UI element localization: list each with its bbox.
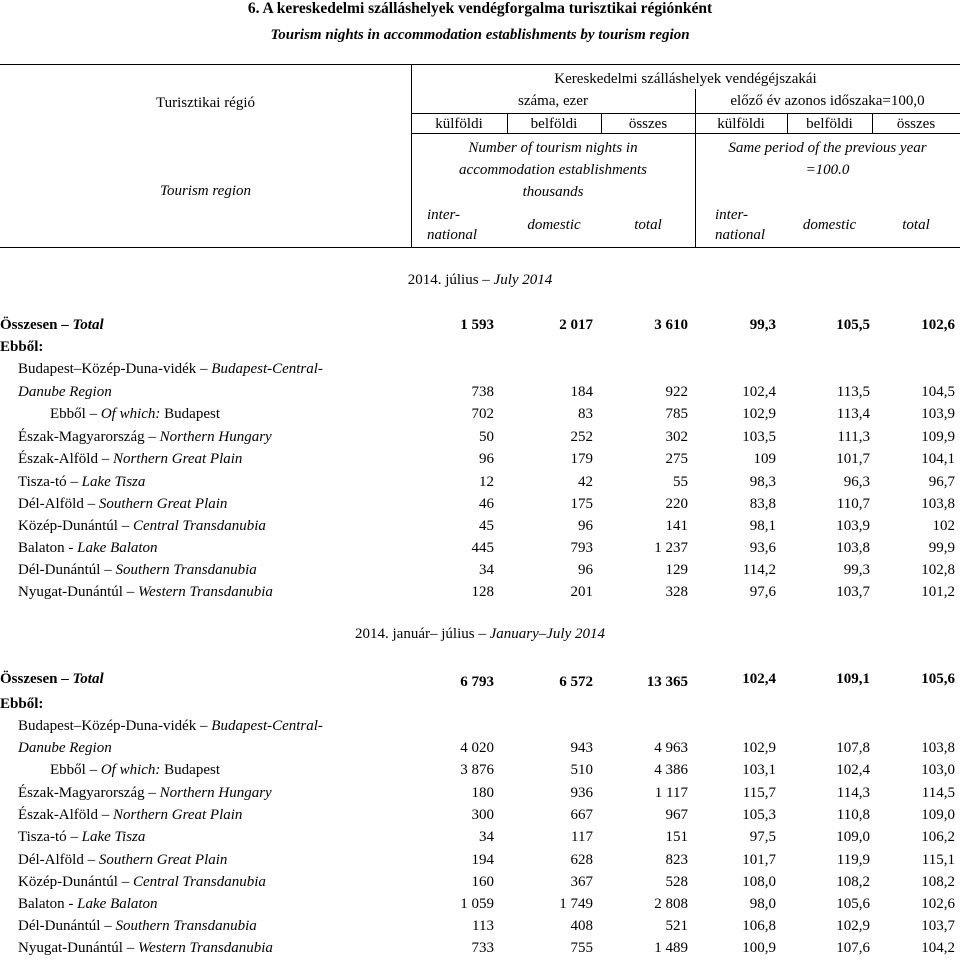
cell: 103,9	[921, 406, 955, 422]
table-row	[0, 826, 960, 848]
row-label: Balaton - Lake Balaton	[18, 896, 158, 912]
cell: 117	[571, 829, 593, 845]
col-header-domestic-hu: belföldi	[530, 116, 578, 132]
cell: 103,1	[742, 762, 776, 778]
cell: 151	[665, 829, 688, 845]
row-label: Észak-Magyarország – Northern Hungary	[18, 429, 272, 445]
cell: 967	[665, 807, 688, 823]
row-label: Összesen – Total	[0, 671, 104, 687]
cell: 45	[479, 518, 494, 534]
cell: 108,2	[921, 874, 955, 890]
cell: 103,5	[742, 429, 776, 445]
table-row	[0, 871, 960, 893]
cell: 793	[570, 540, 593, 556]
cell: 101,7	[742, 852, 776, 868]
table-row	[0, 448, 960, 470]
cell: 823	[665, 852, 688, 868]
cell: 115,1	[921, 852, 955, 868]
cell: 83,8	[749, 496, 776, 512]
cell: 129	[665, 562, 688, 578]
cell: 103,7	[836, 584, 870, 600]
row-label: Budapest–Közép-Duna-vidék – Budapest-Central-	[18, 361, 323, 377]
cell: 408	[570, 918, 593, 934]
cell: 104,2	[921, 940, 955, 956]
cell: 108,2	[836, 874, 870, 890]
col-header-international-hu: külföldi	[435, 116, 483, 132]
col-header-international-en-line1: inter-	[427, 207, 461, 223]
row-label: Közép-Dunántúl – Central Transdanubia	[18, 518, 266, 534]
row-label: Balaton - Lake Balaton	[18, 540, 158, 556]
title-english: Tourism nights in accommodation establishments by tourism region	[270, 27, 690, 43]
count-header-en-line1: Number of tourism nights in	[468, 140, 638, 156]
cell: 4 020	[460, 740, 494, 756]
cell: 510	[570, 762, 593, 778]
cell: 106,2	[921, 829, 955, 845]
cell: 141	[665, 518, 688, 534]
cell: 105,6	[836, 896, 870, 912]
cell: 109,9	[921, 429, 955, 445]
cell: 103,0	[921, 762, 955, 778]
cell: 103,8	[836, 540, 870, 556]
index-header-en-line1: Same period of the previous year	[728, 140, 927, 156]
col-header-international-index-hu: külföldi	[717, 116, 765, 132]
count-header-en-unit: thousands	[522, 184, 584, 200]
table-row	[0, 358, 960, 380]
col-header-international-en	[411, 205, 507, 245]
cell: 34	[479, 829, 494, 845]
table-row	[0, 581, 960, 603]
cell: 367	[570, 874, 593, 890]
cell: 104,1	[921, 451, 955, 467]
col-header-total-hu: összes	[628, 116, 668, 132]
row-label: Dél-Dunántúl – Southern Transdanubia	[18, 918, 257, 934]
cell: 107,6	[836, 940, 870, 956]
cell: 114,3	[836, 785, 870, 801]
cell: 1 237	[654, 540, 688, 556]
cell: 6 793	[460, 674, 494, 690]
cell: 103,7	[921, 918, 955, 934]
table-row	[0, 381, 960, 403]
cell: 528	[665, 874, 688, 890]
cell: 445	[471, 540, 494, 556]
region-header-hu: Turisztikai régió	[155, 95, 256, 111]
cell: 42	[578, 474, 593, 490]
col-header-total-en: total	[634, 217, 662, 233]
cell: 46	[479, 496, 494, 512]
cell: 521	[665, 918, 688, 934]
cell: 13 365	[646, 674, 688, 690]
cell: 201	[570, 584, 593, 600]
col-header-international-index-en-line1: inter-	[715, 207, 749, 223]
cell: 83	[578, 406, 593, 422]
total-row	[0, 314, 960, 336]
row-label: Dél-Alföld – Southern Great Plain	[18, 496, 228, 512]
cell: 106,8	[742, 918, 776, 934]
cell: 943	[570, 740, 593, 756]
cell: 113,4	[836, 406, 870, 422]
cell: 105,5	[836, 317, 870, 333]
cell: 738	[471, 384, 494, 400]
cell: 114,2	[742, 562, 776, 578]
cell: 922	[665, 384, 688, 400]
of-which-label-row	[0, 336, 960, 358]
section-title	[0, 272, 960, 289]
cell: 702	[471, 406, 494, 422]
index-header-hu: előző év azonos időszaka=100,0	[730, 93, 925, 109]
table-row	[0, 493, 960, 515]
cell: 2 017	[559, 317, 593, 333]
cell: 97,6	[749, 584, 776, 600]
row-label: Közép-Dunántúl – Central Transdanubia	[18, 874, 266, 890]
row-label: Észak-Alföld – Northern Great Plain	[18, 807, 243, 823]
of-which-label: Ebből:	[0, 339, 44, 355]
cell: 110,8	[836, 807, 870, 823]
cell: 110,7	[836, 496, 870, 512]
cell: 96	[479, 451, 494, 467]
cell: 108,0	[742, 874, 776, 890]
cell: 96,3	[843, 474, 870, 490]
section-title	[0, 626, 960, 643]
table-row	[0, 937, 960, 959]
cell: 128	[471, 584, 494, 600]
section-title-hu: 2014. július –	[407, 272, 490, 288]
table-row	[0, 515, 960, 537]
of-which-label: Ebből:	[0, 696, 44, 712]
table-row	[0, 804, 960, 826]
row-label: Tisza-tó – Lake Tisza	[18, 474, 146, 490]
col-header-international-index-en	[695, 205, 787, 245]
cell: 180	[471, 785, 494, 801]
cell: 105,6	[921, 671, 955, 687]
cell: 96	[578, 518, 593, 534]
cell: 328	[665, 584, 688, 600]
cell: 160	[471, 874, 494, 890]
cell: 628	[570, 852, 593, 868]
group-header-hu: Kereskedelmi szálláshelyek vendégéjszakái	[554, 71, 817, 87]
table-row	[0, 537, 960, 559]
row-label: Ebből – Of which: Budapest	[50, 762, 220, 778]
table-row	[0, 715, 960, 737]
cell: 105,3	[742, 807, 776, 823]
cell: 102,4	[836, 762, 870, 778]
cell: 252	[570, 429, 593, 445]
cell: 1 117	[654, 785, 688, 801]
cell: 97,5	[749, 829, 776, 845]
cell: 194	[471, 852, 494, 868]
row-label-cont: Danube Region	[18, 384, 112, 400]
row-label: Dél-Dunántúl – Southern Transdanubia	[18, 562, 257, 578]
cell: 102	[932, 518, 955, 534]
table-row	[0, 893, 960, 915]
cell: 99,3	[749, 317, 776, 333]
cell: 113	[472, 918, 494, 934]
cell: 101,2	[921, 584, 955, 600]
cell: 755	[570, 940, 593, 956]
cell: 2 808	[654, 896, 688, 912]
cell: 102,9	[742, 406, 776, 422]
cell: 103,8	[921, 496, 955, 512]
cell: 109	[753, 451, 776, 467]
row-label-cont: Danube Region	[18, 740, 112, 756]
cell: 785	[665, 406, 688, 422]
cell: 220	[665, 496, 688, 512]
cell: 96,7	[928, 474, 955, 490]
col-header-domestic-index-hu: belföldi	[806, 116, 853, 132]
col-header-international-index-en-line2: national	[715, 227, 766, 243]
region-header-en: Tourism region	[160, 183, 251, 199]
cell: 93,6	[749, 540, 776, 556]
cell: 733	[471, 940, 494, 956]
cell: 4 963	[654, 740, 688, 756]
cell: 302	[665, 429, 688, 445]
table-row	[0, 403, 960, 425]
cell: 12	[479, 474, 494, 490]
cell: 1 059	[460, 896, 494, 912]
row-label: Dél-Alföld – Southern Great Plain	[18, 852, 228, 868]
cell: 936	[570, 785, 593, 801]
cell: 103,8	[921, 740, 955, 756]
cell: 98,0	[749, 896, 776, 912]
row-label: Észak-Magyarország – Northern Hungary	[18, 785, 272, 801]
cell: 55	[673, 474, 688, 490]
cell: 115,7	[742, 785, 776, 801]
col-header-international-en-line2: national	[427, 227, 478, 243]
cell: 275	[665, 451, 688, 467]
col-header-total-index-en: total	[902, 217, 930, 233]
table-row	[0, 471, 960, 493]
row-label: Ebből – Of which: Budapest	[50, 406, 220, 422]
cell: 1 749	[559, 896, 593, 912]
cell: 113,5	[836, 384, 870, 400]
cell: 102,9	[742, 740, 776, 756]
count-header-en-line2: accommodation establishments	[459, 162, 647, 178]
table-row	[0, 782, 960, 804]
cell: 3 610	[654, 317, 688, 333]
table-row	[0, 915, 960, 937]
cell: 111,3	[837, 429, 870, 445]
cell: 102,8	[921, 562, 955, 578]
cell: 175	[570, 496, 593, 512]
row-label: Nyugat-Dunántúl – Western Transdanubia	[18, 584, 273, 600]
cell: 102,4	[742, 384, 776, 400]
cell: 179	[570, 451, 593, 467]
cell: 3 876	[460, 762, 494, 778]
row-label: Összesen – Total	[0, 317, 104, 333]
cell: 1 489	[654, 940, 688, 956]
cell: 667	[570, 807, 593, 823]
cell: 101,7	[836, 451, 870, 467]
cell: 98,3	[749, 474, 776, 490]
cell: 109,1	[836, 671, 870, 687]
cell: 300	[471, 807, 494, 823]
cell: 103,9	[836, 518, 870, 534]
cell: 34	[479, 562, 494, 578]
cell: 1 593	[460, 317, 494, 333]
table-row	[0, 849, 960, 871]
col-header-domestic-index-en: domestic	[802, 217, 857, 233]
cell: 99,9	[928, 540, 955, 556]
cell: 119,9	[836, 852, 870, 868]
row-label: Észak-Alföld – Northern Great Plain	[18, 451, 243, 467]
cell: 6 572	[559, 674, 593, 690]
section-title-hu: 2014. január– július –	[355, 626, 486, 642]
section-title-en: January–July 2014	[489, 626, 605, 642]
cell: 100,9	[742, 940, 776, 956]
col-header-domestic-en: domestic	[527, 217, 581, 233]
table-row	[0, 559, 960, 581]
cell: 184	[570, 384, 593, 400]
cell: 102,4	[742, 671, 776, 687]
cell: 109,0	[921, 807, 955, 823]
title-hungarian: 6. A kereskedelmi szálláshelyek vendégforgalma turisztikai régiónként	[247, 0, 713, 17]
cell: 114,5	[921, 785, 955, 801]
cell: 109,0	[836, 829, 870, 845]
table-row	[0, 737, 960, 759]
total-row	[0, 668, 960, 690]
cell: 102,9	[836, 918, 870, 934]
cell: 50	[479, 429, 494, 445]
section-title-en: July 2014	[493, 272, 553, 288]
row-label: Budapest–Közép-Duna-vidék – Budapest-Central-	[18, 718, 323, 734]
row-label: Tisza-tó – Lake Tisza	[18, 829, 146, 845]
cell: 99,3	[843, 562, 870, 578]
table-row	[0, 759, 960, 781]
cell: 96	[578, 562, 593, 578]
cell: 104,5	[921, 384, 955, 400]
cell: 102,6	[921, 317, 955, 333]
table-header	[0, 64, 960, 248]
row-label: Nyugat-Dunántúl – Western Transdanubia	[18, 940, 273, 956]
table-row	[0, 426, 960, 448]
cell: 102,6	[921, 896, 955, 912]
cell: 4 386	[654, 762, 688, 778]
cell: 107,8	[836, 740, 870, 756]
of-which-label-row	[0, 693, 960, 715]
col-header-total-index-hu: összes	[896, 116, 936, 132]
index-header-en-line2: =100.0	[805, 162, 850, 178]
count-header-hu: száma, ezer	[518, 93, 588, 109]
cell: 98,1	[749, 518, 776, 534]
